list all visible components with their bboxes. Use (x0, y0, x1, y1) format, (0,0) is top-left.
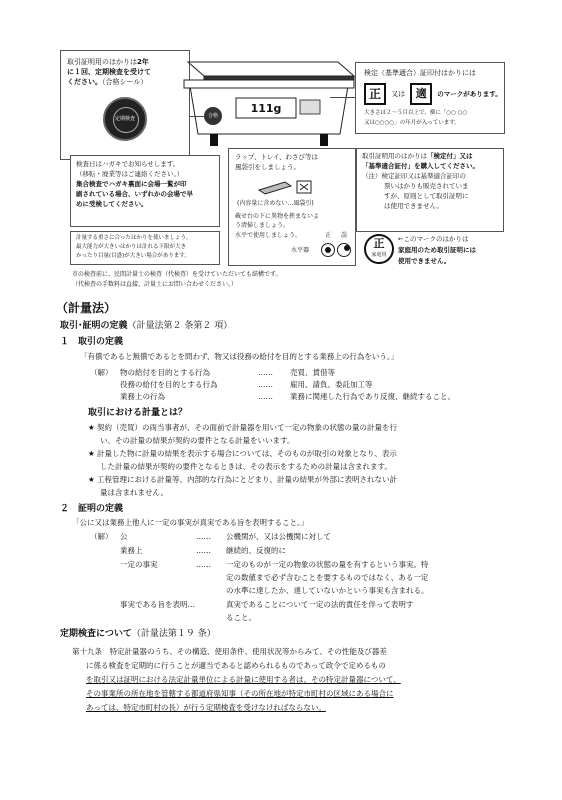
seal-line3: ください。 (67, 78, 102, 86)
interp-desc: 継続的、反復的に (226, 546, 286, 555)
seal-line2: に１回、定期検査を受けて (67, 68, 151, 76)
interp-desc: 業務に関連した行為であり反復、継続すること。 (290, 392, 455, 401)
certified-line1-bold: 「検定付」又は (427, 152, 473, 160)
certified-callout-box (356, 148, 504, 232)
notice-bold3: めに受検してください。 (76, 200, 148, 208)
interp-desc: ること。 (226, 613, 256, 622)
bullet-line: 計量した物に計量の結果を表示する場合については、そのものが取引の対象となり、表示 (97, 449, 397, 458)
article-line: に係る検査を定期的に行うことが適当であると認められるものであって政令で定めるもの (86, 661, 386, 670)
mark-note2: 又は○○○○」の年月が入っています。 (364, 120, 460, 126)
seal-callout-text (67, 57, 187, 87)
section1-interp-label: （解） (90, 368, 113, 377)
section2-title: 証明の定義 (78, 504, 124, 514)
notice-line1: 検査日はハガキでお知らせします。 (76, 160, 180, 168)
seal-line1-bold: 2年 (137, 58, 149, 66)
interp-term: 物の給付を目的とする行為 (120, 368, 210, 377)
section1-sub-heading: 取引における計量とは？ (88, 408, 188, 418)
interp-dots: …… (258, 392, 273, 401)
level-ng-icon (337, 243, 351, 257)
certified-line2: 「基準適合証付」を購入してください。 (362, 162, 479, 170)
house-mark-bottom: 家庭用 (371, 252, 387, 258)
mark-note1: 大きさは２～５目以上で、横に「○○ ○○ (364, 110, 468, 116)
notice-bold1: 集合検査でハガキ裏面に会場一覧が印 (76, 180, 187, 188)
footnote-line2: （代検査の手数料は直接、計量士にお問い合わせください。） (72, 281, 238, 288)
certified-line6: は使用できません。 (384, 202, 443, 210)
pass-sticker (204, 107, 222, 125)
usage-callout-box (228, 148, 356, 266)
section1-title: 取引の定義 (78, 337, 124, 347)
conformity-mark-icon: 適 (410, 83, 432, 105)
inspection-seal-icon (103, 97, 147, 141)
inspection-ref: （計量法第１９ 条） (131, 629, 216, 639)
section2-number: ２ (60, 504, 70, 514)
interp-desc: 公機関が、又は公機関に対して (226, 532, 331, 541)
law-heading: （計量法） (56, 301, 117, 315)
bullet-line: 契約（売買）の両当事者が、その面前で計量器を用いて一定の物象の状態の量の計量を行 (97, 423, 397, 432)
interp-desc: 定の数値まで必ず含むことを要するものではなく、ある一定 (226, 573, 429, 582)
definition-title: 取引･証明の定義 (60, 321, 128, 331)
bullet-star-icon: ★ (88, 449, 95, 458)
mark-suffix: のマークがあります。 (437, 90, 502, 98)
seal-line3-note: （合格シール） (102, 78, 148, 86)
article-line: を取引又は証明における法定計量単位による計量に使用する者は、その特定計量器について、 (86, 675, 401, 684)
definition-ref: （計量法第２ 条第２ 項） (127, 321, 233, 331)
wrap-line2: 風袋引をしましょう。 (235, 163, 300, 171)
wrap-line5: 水平で使用しましょう。 (235, 232, 302, 239)
level-ok-icon (321, 243, 335, 257)
certified-line3: （注）検定証印又は基準適合証印の (362, 172, 466, 180)
certified-line1: 取引証明用のはかりは (362, 152, 427, 160)
interp-dots: …… (196, 532, 211, 541)
interp-desc: の水準に達したか、達していないかという事実も含まれる。 (226, 586, 429, 595)
section1-number: １ (60, 337, 70, 347)
footnote-line1: 市の検査前に、民間計量士の検査（代検査）を受けていただいても結構です。 (72, 271, 282, 278)
bullet-line: 量は含まれません。 (100, 488, 168, 497)
wrap-line4: う清掃しましょう。 (235, 222, 290, 229)
interp-term: 役務の給付を目的とする行為 (120, 380, 218, 389)
notice-line2: （移転・廃業等はご連絡ください。） (76, 170, 184, 178)
section2-interp-label: （解） (90, 532, 113, 541)
interp-dots: …… (196, 560, 211, 569)
capacity-callout-box (70, 231, 220, 265)
bullet-star-icon: ★ (88, 423, 95, 432)
notice-bold2: 刷されている場合、いずれかの会場で早 (76, 190, 193, 198)
house-bold2: 使用できません。 (398, 257, 451, 265)
mark-or: 又は (391, 90, 406, 98)
verification-mark-icon: 正 (364, 83, 386, 105)
bullet-star-icon: ★ (88, 475, 95, 484)
capacity-line2: 最大能力が大きいはかりは計れる下限が大き (76, 244, 187, 250)
seal-text: 定期検査 (114, 116, 135, 122)
tray-wrap-icon (257, 178, 317, 196)
interp-dots: …… (196, 546, 211, 555)
house-mark-top: 正 (373, 237, 385, 250)
section2-quote: 「公に又は業務上他人に一定の事実が真実である旨を表明すること。」 (72, 518, 309, 527)
wrap-line1: ラップ、トレイ、わさび等は (235, 153, 318, 161)
certified-line4: 票いはかりも販売されていま (384, 182, 469, 190)
interp-dots: …… (258, 368, 273, 377)
house-arrow-text: ←このマークのはかりは (398, 235, 469, 243)
level-label: 水平器 (291, 247, 310, 254)
capacity-line3: かったり目量(目盛)が大きい場合があります。 (76, 253, 190, 259)
interp-term: 一定の事実 (120, 560, 158, 569)
section1-quote: 「有償であると無償であるとを問わず、物又は役務の給付を目的とする業務上の行為をいう。」 (80, 352, 399, 361)
article-line: あっては、特定市町村の長）が行う定期検査を受けなければならない。 (86, 703, 326, 712)
interp-desc: 雇用、請負、委託加工等 (290, 380, 373, 389)
capacity-line1: 計量する重さに合ったはかりを使いましょう。 (76, 235, 192, 241)
interp-desc: 一定のものが一定の物象の状態の量を有するという事実。特 (226, 560, 429, 569)
interp-desc: 真実であることについて一定の法的責任を伴って表明す (226, 600, 414, 609)
mark-title: 検定（基準適合）証印付はかりには (364, 69, 476, 77)
article-line: 第十九条 特定計量器のうち、その構造、使用条件、使用状況等からみて、その性能及び器差 (72, 647, 387, 656)
notice-callout-box (70, 155, 220, 227)
interp-term: 業務上の行為 (120, 392, 165, 401)
bullet-line: 工程管理における計量等、内部的な行為にとどまり、計量の結果が外部に表明されない計 (97, 475, 397, 484)
house-bold1: 家庭用のため取引証明には (398, 246, 476, 254)
interp-term: 事実である旨を表明… (120, 600, 195, 609)
article-line: その事業所の所在地を管轄する都道府県知事（その所在地が特定市町村の区域にある場合に (86, 689, 394, 698)
household-mark-icon (364, 234, 394, 264)
seal-line1: 取引証明用のはかりは (67, 58, 137, 66)
inspection-title: 定期検査について (60, 629, 132, 639)
mark-callout-box (355, 62, 505, 134)
scale-display-value: 111g (250, 102, 282, 115)
bullet-line: した計量の結果が契約の要件となるときは、その表示をするための計量は含まれます。 (100, 462, 392, 471)
interp-term: 公 (120, 532, 128, 541)
pass-label: 合格 (207, 113, 218, 119)
wrap-ng-label: 誤 (341, 232, 348, 239)
interp-term: 業務上 (120, 546, 143, 555)
wrap-caption: (内容量に含めない…風袋引) (237, 200, 314, 207)
certified-line5: すが、原則として取引証明に (384, 192, 469, 200)
interp-desc: 売買、賃借等 (290, 368, 335, 377)
interp-dots: …… (258, 380, 273, 389)
wrap-line3: 載せ台の下に異物を挟まないよ (235, 213, 320, 220)
wrap-ok-label: 正 (325, 232, 332, 239)
bullet-line: い、その計量の結果が契約の要件となる計量をいいます。 (100, 436, 295, 445)
